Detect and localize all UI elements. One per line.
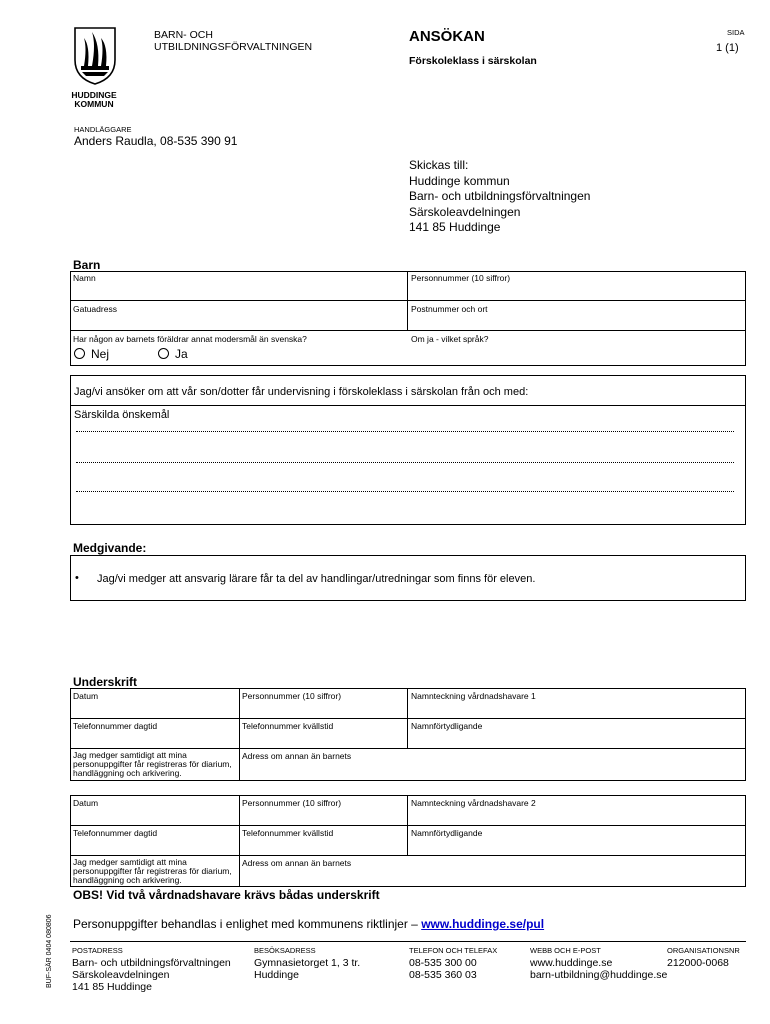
- g1-sign-label: Namnteckning vårdnadshavare 1: [411, 691, 536, 701]
- footer-org: [667, 946, 740, 969]
- g2-name-clar-label: Namnförtydligande: [411, 828, 483, 838]
- radio-yes-label: Ja: [175, 347, 188, 361]
- g1-address-label: Adress om annan än barnets: [242, 751, 352, 761]
- g2-date-field[interactable]: [72, 809, 237, 824]
- g2-address-field[interactable]: [241, 869, 744, 885]
- g2-pnr-label: Personnummer (10 siffror): [242, 798, 342, 808]
- handler-value: Anders Raudla, 08-535 390 91: [74, 134, 238, 148]
- send-to-line: Skickas till:: [409, 158, 469, 172]
- footer-web-label: WEBB OCH E-POST: [530, 946, 601, 955]
- radio-circle-icon[interactable]: [74, 348, 85, 359]
- footer-phone: [409, 946, 497, 981]
- child-pnr-label: Personnummer (10 siffror): [411, 273, 511, 283]
- g1-phone-eve-label: Telefonnummer kvällstid: [242, 721, 334, 731]
- child-name-field[interactable]: [72, 284, 405, 299]
- g2-phone-day-field[interactable]: [72, 839, 237, 854]
- g1-phone-day-field[interactable]: [72, 732, 237, 747]
- department-line-1: BARN- OCH: [154, 29, 213, 41]
- footer-phone-label: TELEFON OCH TELEFAX: [409, 946, 498, 955]
- footer-email-link[interactable]: barn-utbildning@huddinge.se: [530, 969, 668, 981]
- g1-phone-eve-field[interactable]: [241, 732, 405, 747]
- footer-divider: [70, 941, 746, 942]
- g2-phone-day-label: Telefonnummer dagtid: [73, 828, 158, 838]
- footer-visit-line: Gymnasietorget 1, 3 tr.: [254, 957, 361, 969]
- coat-of-arms-icon: [70, 26, 120, 86]
- footer-visit-line: Huddinge: [254, 969, 299, 981]
- footer-visit: [254, 946, 360, 981]
- bullet-icon: •: [75, 572, 79, 584]
- signature-heading: Underskrift: [73, 675, 138, 689]
- child-name-label: Namn: [73, 273, 96, 283]
- radio-no-label: Nej: [91, 347, 110, 361]
- g2-consent-text: Jag medger samtidigt att mina personuppgifter får registreras för diarium, handläggning och arkivering.: [73, 857, 232, 885]
- footer-org-value: 212000-0068: [667, 957, 729, 969]
- logo-text-kommun: KOMMUN: [74, 99, 114, 109]
- page-number: 1 (1): [716, 42, 739, 54]
- g1-address-field[interactable]: [241, 762, 744, 779]
- consent-heading: Medgivande:: [73, 541, 147, 555]
- footer-postal-line: Barn- och utbildningsförvaltningen: [72, 957, 231, 969]
- footer-phone-line: 08-535 360 03: [409, 969, 477, 981]
- g2-sign-label: Namnteckning vårdnadshavare 2: [411, 798, 536, 808]
- department-name: [154, 29, 312, 53]
- footer-web-link[interactable]: www.huddinge.se: [530, 957, 613, 969]
- logo-text-huddinge: HUDDINGE: [71, 90, 117, 100]
- send-to-line: 141 85 Huddinge: [409, 220, 501, 234]
- footer-postal-line: Särskoleavdelningen: [72, 969, 170, 981]
- send-to-address: [409, 158, 590, 236]
- municipality-logo: [70, 26, 120, 109]
- send-to-line: Barn- och utbildningsförvaltningen: [409, 189, 591, 203]
- page-label: SIDA: [727, 28, 745, 37]
- handler-label: HANDLÄGGARE: [74, 125, 132, 134]
- language-which-label: Om ja - vilket språk?: [411, 334, 489, 344]
- g2-date-label: Datum: [73, 798, 99, 808]
- g2-sign-field[interactable]: [410, 809, 744, 824]
- wishes-line-2[interactable]: [76, 462, 734, 463]
- g1-date-label: Datum: [73, 691, 99, 701]
- language-which-field[interactable]: [410, 345, 744, 364]
- footer-phone-line: 08-535 300 00: [409, 957, 477, 969]
- footer-org-label: ORGANISATIONSNR: [667, 946, 740, 955]
- g2-address-label: Adress om annan än barnets: [242, 858, 352, 868]
- g1-sign-field[interactable]: [410, 702, 744, 717]
- send-to-line: Särskoleavdelningen: [409, 204, 521, 219]
- g1-date-field[interactable]: [72, 702, 237, 717]
- radio-circle-icon[interactable]: [158, 348, 169, 359]
- obs-notice: OBS! Vid två vårdnadshavare krävs bådas underskrift: [73, 888, 380, 902]
- privacy-notice: [73, 917, 544, 931]
- g1-phone-day-label: Telefonnummer dagtid: [73, 721, 158, 731]
- privacy-text: Personuppgifter behandlas i enlighet med kommunens riktlinjer –: [73, 917, 418, 931]
- special-wishes-label: Särskilda önskemål: [74, 409, 170, 421]
- privacy-link[interactable]: www.huddinge.se/pul: [421, 917, 545, 931]
- g2-phone-eve-label: Telefonnummer kvällstid: [242, 828, 334, 838]
- child-postal-label: Postnummer och ort: [411, 304, 488, 314]
- child-pnr-field[interactable]: [410, 284, 744, 299]
- footer-postal-label: POSTADRESS: [72, 946, 123, 955]
- g1-pnr-field[interactable]: [241, 702, 405, 717]
- radio-yes[interactable]: [158, 347, 188, 361]
- child-address-label: Gatuadress: [73, 304, 117, 314]
- document-title: ANSÖKAN: [409, 28, 485, 45]
- child-section-heading: Barn: [73, 258, 101, 272]
- g1-consent-text: Jag medger samtidigt att mina personuppgifter får registreras för diarium, handläggning och arkivering.: [73, 750, 232, 778]
- application-statement: Jag/vi ansöker om att vår son/dotter får undervisning i förskoleklass i särskolan från och med:: [74, 386, 529, 398]
- department-line-2: UTBILDNINGSFÖRVALTNINGEN: [154, 41, 313, 53]
- g1-name-clar-field[interactable]: [410, 732, 744, 747]
- footer-visit-label: BESÖKSADRESS: [254, 946, 316, 955]
- g2-phone-eve-field[interactable]: [241, 839, 405, 854]
- document-subtitle: Förskoleklass i särskolan: [409, 55, 537, 67]
- send-to-line: Huddinge kommun: [409, 173, 510, 188]
- g1-pnr-label: Personnummer (10 siffror): [242, 691, 342, 701]
- form-code: BUF-SÄR 0404 080806: [46, 914, 53, 988]
- consent-text: Jag/vi medger att ansvarig lärare får ta del av handlingar/utredningar som finns för eleven.: [97, 573, 536, 585]
- footer-postal: [72, 946, 231, 993]
- footer-web: [530, 946, 667, 981]
- g2-pnr-field[interactable]: [241, 809, 405, 824]
- child-postal-field[interactable]: [410, 314, 744, 329]
- language-question: Har någon av barnets föräldrar annat modersmål än svenska?: [73, 334, 307, 344]
- g2-name-clar-field[interactable]: [410, 839, 744, 854]
- wishes-line-3[interactable]: [76, 491, 734, 492]
- child-address-field[interactable]: [72, 314, 405, 329]
- footer-postal-line: 141 85 Huddinge: [72, 981, 152, 993]
- radio-no[interactable]: [74, 347, 109, 361]
- g1-name-clar-label: Namnförtydligande: [411, 721, 483, 731]
- wishes-line-1[interactable]: [76, 431, 734, 432]
